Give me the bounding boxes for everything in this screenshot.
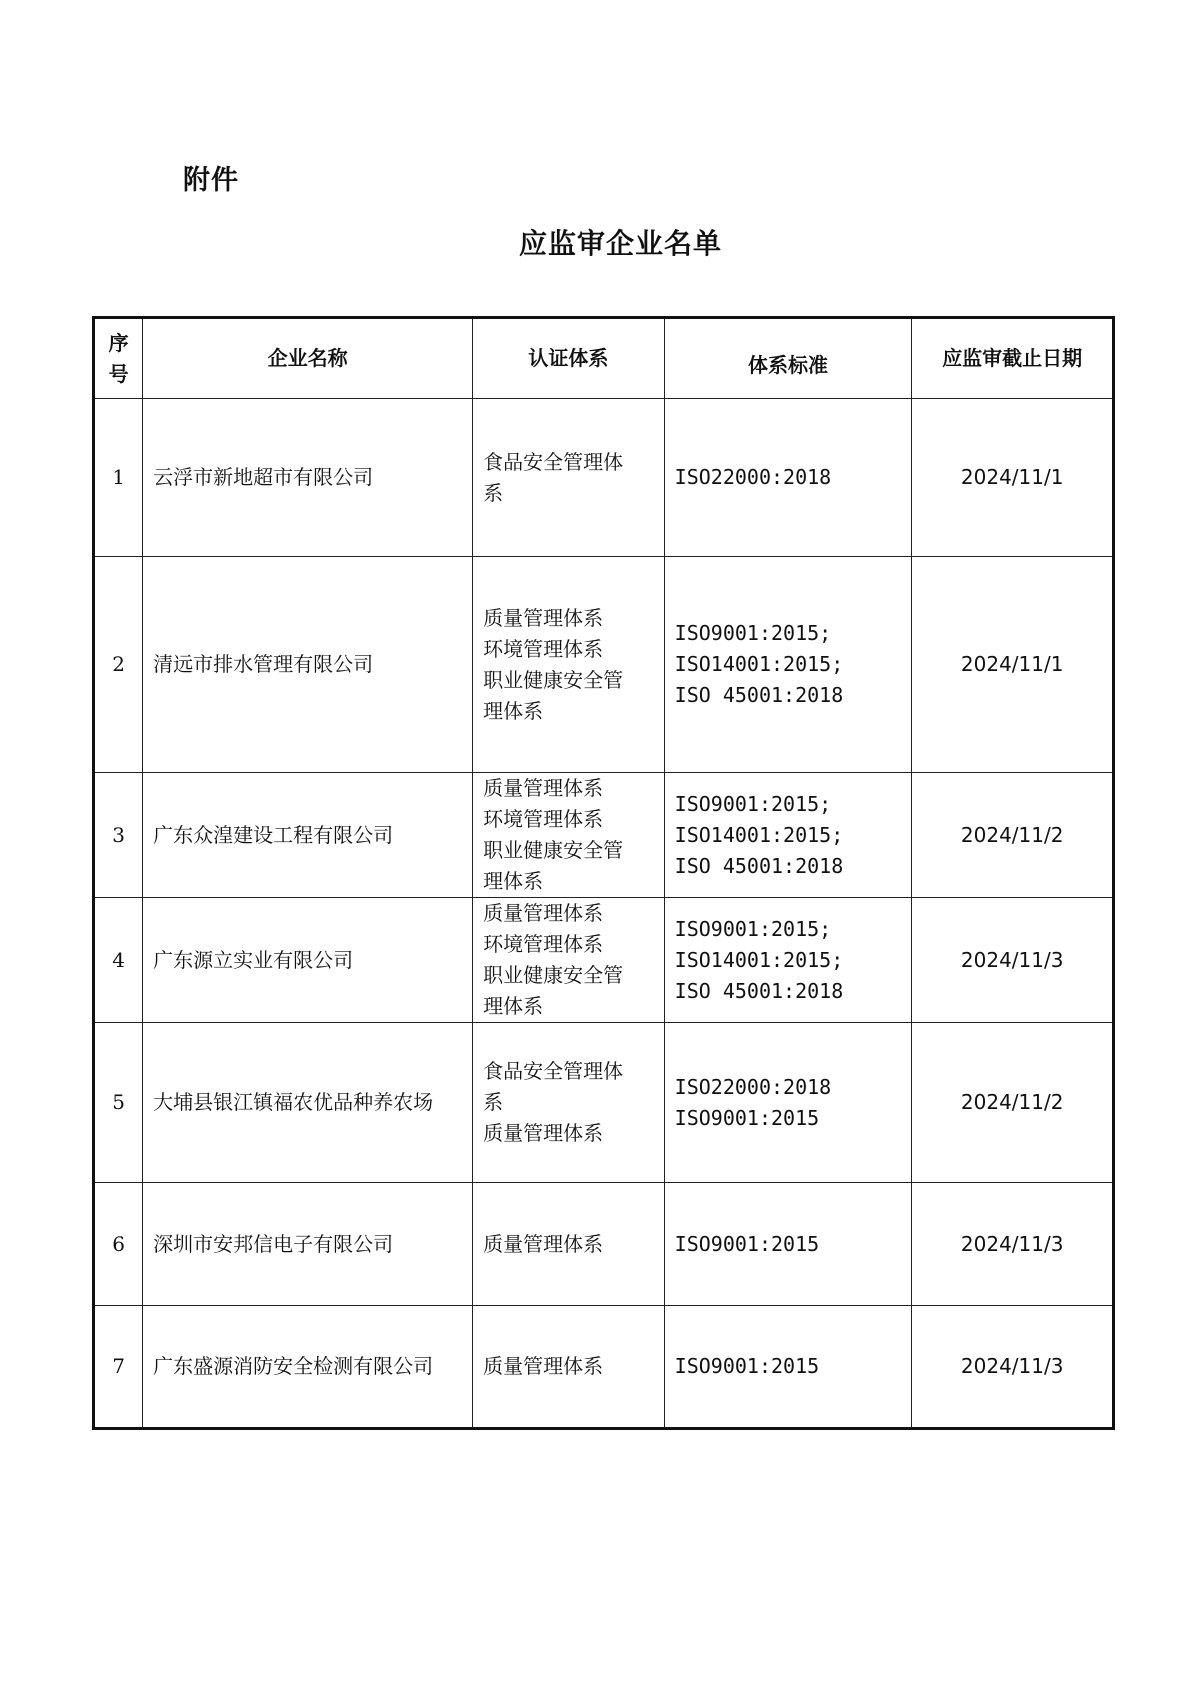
cert-system-line: 质量管理体系: [483, 605, 604, 630]
cert-system-line: 职业健康安全管: [483, 838, 624, 862]
row-standard: [664, 1023, 912, 1183]
row-enterprise-name: 广东盛源消防安全检测有限公司: [143, 1306, 473, 1429]
row-enterprise-name: 广东众湟建设工程有限公司: [143, 773, 473, 898]
row-cert-system: [473, 1306, 665, 1429]
cert-system-line: 系: [483, 480, 504, 505]
cert-system-line: 环境管理体系: [483, 807, 604, 831]
row-seq: 4: [94, 898, 143, 1023]
cert-system-line: 质量管理体系: [483, 1354, 604, 1378]
cert-system-line: 质量管理体系: [483, 1231, 604, 1256]
cert-system-line: 理体系: [483, 994, 544, 1018]
standard-line: ISO 45001:2018: [674, 683, 844, 707]
header-deadline: 应监审截止日期: [912, 318, 1114, 399]
row-deadline: 2024/11/2: [912, 773, 1114, 898]
cert-system-line: 食品安全管理体: [483, 449, 624, 474]
cert-system-line: 质量管理体系: [483, 776, 604, 800]
row-deadline: 2024/11/1: [912, 557, 1114, 773]
cert-system-line: 职业健康安全管: [483, 667, 624, 692]
row-cert-system: [473, 1023, 665, 1183]
table-row: [94, 557, 1114, 773]
row-enterprise-name: 清远市排水管理有限公司: [143, 557, 473, 773]
table-row: [94, 898, 1114, 1023]
row-enterprise-name: 大埔县银江镇福农优品种养农场: [143, 1023, 473, 1183]
row-deadline: 2024/11/3: [912, 1306, 1114, 1429]
table-row: [94, 1023, 1114, 1183]
row-standard: [664, 773, 912, 898]
table-header-row: [94, 318, 1114, 399]
row-deadline: 2024/11/3: [912, 898, 1114, 1023]
row-cert-system: [473, 773, 665, 898]
cert-system-line: 环境管理体系: [483, 932, 604, 956]
cert-system-line: 食品安全管理体: [483, 1059, 624, 1083]
standard-line: ISO14001:2015;: [674, 947, 844, 972]
table-row: [94, 1306, 1114, 1429]
row-enterprise-name: 云浮市新地超市有限公司: [143, 399, 473, 557]
table-row: [94, 1183, 1114, 1306]
row-standard: [664, 1183, 912, 1306]
standard-line: ISO22000:2018: [674, 1074, 832, 1099]
row-seq: 7: [94, 1306, 143, 1429]
row-deadline: 2024/11/1: [912, 399, 1114, 557]
enterprise-table: [92, 316, 1115, 1430]
row-cert-system: [473, 898, 665, 1023]
header-name: 企业名称: [143, 318, 473, 399]
row-standard: [664, 399, 912, 557]
annex-label: 附件: [183, 165, 239, 196]
standard-line: ISO9001:2015;: [674, 791, 832, 816]
standard-line: ISO9001:2015: [674, 1231, 820, 1256]
header-seq: [94, 318, 143, 399]
cert-system-line: 理体系: [483, 869, 544, 893]
cert-system-line: 质量管理体系: [483, 1121, 604, 1145]
header-seq-char-2: 号: [108, 361, 129, 386]
row-cert-system: [473, 399, 665, 557]
row-standard: [664, 898, 912, 1023]
row-deadline: 2024/11/3: [912, 1183, 1114, 1306]
row-seq: 2: [94, 557, 143, 773]
standard-line: ISO22000:2018: [674, 465, 832, 489]
row-seq: 6: [94, 1183, 143, 1306]
header-standard: 体系标准: [664, 318, 912, 399]
cert-system-line: 环境管理体系: [483, 636, 604, 661]
table-row: [94, 399, 1114, 557]
table-row: [94, 773, 1114, 898]
cert-system-line: 质量管理体系: [483, 901, 604, 925]
standard-line: ISO9001:2015: [674, 1105, 820, 1130]
standard-line: ISO9001:2015;: [674, 621, 832, 645]
row-standard: [664, 557, 912, 773]
row-cert-system: [473, 1183, 665, 1306]
row-enterprise-name: 广东源立实业有限公司: [143, 898, 473, 1023]
standard-line: ISO9001:2015;: [674, 916, 832, 941]
row-standard: [664, 1306, 912, 1429]
row-seq: 1: [94, 399, 143, 557]
standard-line: ISO14001:2015;: [674, 652, 844, 676]
standard-line: ISO9001:2015: [674, 1354, 820, 1378]
page-title: 应监审企业名单: [518, 227, 722, 260]
row-deadline: 2024/11/2: [912, 1023, 1114, 1183]
header-system: 认证体系: [473, 318, 665, 399]
row-seq: 3: [94, 773, 143, 898]
row-cert-system: [473, 557, 665, 773]
standard-line: ISO 45001:2018: [674, 853, 844, 878]
cert-system-line: 理体系: [483, 698, 544, 723]
row-enterprise-name: 深圳市安邦信电子有限公司: [143, 1183, 473, 1306]
standard-line: ISO14001:2015;: [674, 822, 844, 847]
header-seq-char-1: 序: [108, 330, 129, 355]
row-seq: 5: [94, 1023, 143, 1183]
standard-line: ISO 45001:2018: [674, 978, 844, 1003]
cert-system-line: 系: [483, 1090, 504, 1114]
cert-system-line: 职业健康安全管: [483, 963, 624, 987]
